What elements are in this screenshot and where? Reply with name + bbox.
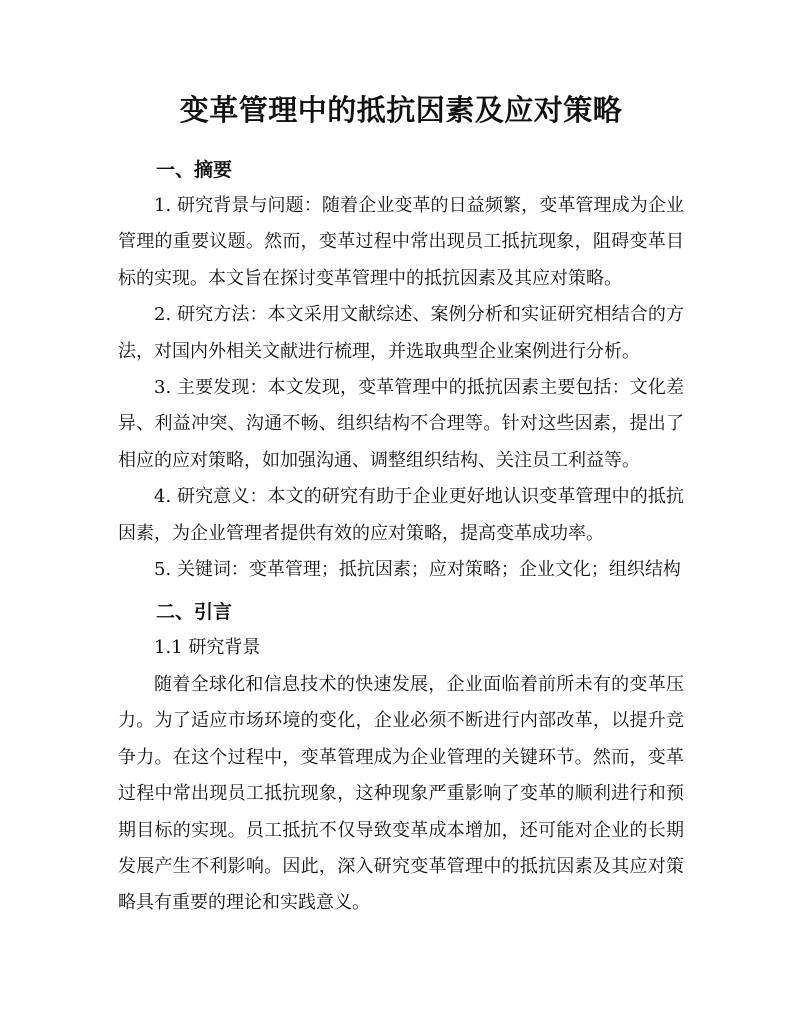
abstract-paragraph-2: 2. 研究方法：本文采用文献综述、案例分析和实证研究相结合的方法，对国内外相关文献进行梳理，并选取典型企业案例进行分析。: [118, 304, 684, 362]
abstract-paragraph-1: 1. 研究背景与问题：随着企业变革的日益频繁，变革管理成为企业管理的重要议题。然而，变革过程中常出现员工抵抗现象，阻碍变革目标的实现。本文旨在探讨变革管理中的抵抗因素及其应对策略。: [118, 195, 684, 289]
section-heading-introduction: 二、引言: [156, 601, 233, 624]
document-title: 变革管理中的抵抗因素及应对策略: [179, 93, 623, 127]
abstract-paragraph-3: 3. 主要发现：本文发现，变革管理中的抵抗因素主要包括：文化差异、利益冲突、沟通不畅、组织结构不合理等。针对这些因素，提出了相应的应对策略，如加强沟通、调整组织结构、关注员工利益等。: [118, 377, 684, 471]
abstract-paragraph-4: 4. 研究意义：本文的研究有助于企业更好地认识变革管理中的抵抗因素，为企业管理者提供有效的应对策略，提高变革成功率。: [118, 486, 684, 544]
subsection-heading-background: 1.1 研究背景: [154, 637, 261, 659]
section-heading-abstract: 一、摘要: [156, 159, 233, 181]
document-page: [118, 88, 684, 922]
introduction-paragraph-1: 随着全球化和信息技术的快速发展，企业面临着前所未有的变革压力。为了适应市场环境的变化，企业必须不断进行内部改革，以提升竞争力。在这个过程中，变革管理成为企业管理的关键环节。然而，变革过程中常出现员工抵抗现象，这种现象严重影响了变革的顺利进行和预期目标的实现。员工抵抗不仅导致变革成本增加，还可能对企业的长期发展产生不利影响。因此，深入研究变革管理中的抵抗因素及其应对策略具有重要的理论和实践意义。: [118, 673, 684, 914]
abstract-paragraph-5: 5. 关键词：变革管理；抵抗因素；应对策略；企业文化；组织结构: [154, 559, 681, 581]
